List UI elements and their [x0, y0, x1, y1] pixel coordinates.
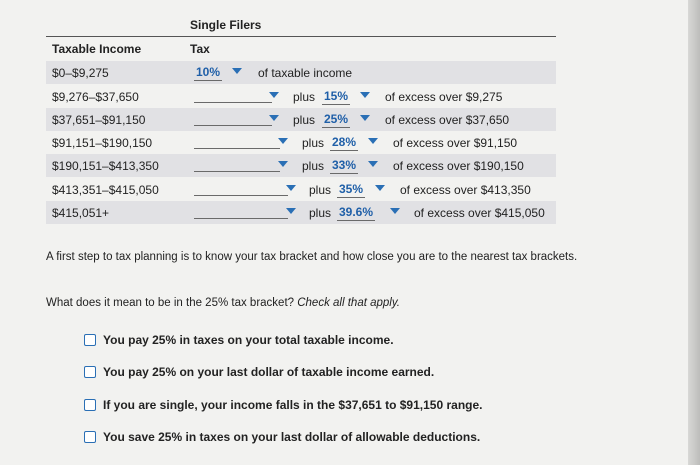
header-divider	[46, 36, 556, 37]
tax-description: of excess over $190,150	[393, 159, 524, 173]
chevron-down-icon[interactable]	[286, 185, 296, 191]
income-range: $9,276–$37,650	[52, 90, 139, 104]
table-row	[46, 131, 556, 154]
plus-label: plus	[293, 113, 316, 127]
base-tax-dropdown[interactable]	[194, 102, 272, 103]
chevron-down-icon[interactable]	[368, 161, 378, 167]
income-range: $413,351–$415,050	[52, 183, 159, 197]
table-row	[46, 108, 556, 131]
option-label: You pay 25% in taxes on your total taxable income.	[103, 333, 394, 347]
plus-label: plus	[309, 183, 332, 197]
checkbox[interactable]	[84, 334, 96, 346]
tax-description: of excess over $91,150	[393, 136, 518, 150]
income-range: $37,651–$91,150	[52, 113, 146, 127]
option-label: If you are single, your income falls in the $37,651 to $91,150 range.	[103, 398, 483, 412]
rate-dropdown[interactable]: 10%	[196, 65, 221, 79]
chevron-down-icon[interactable]	[269, 92, 279, 98]
intro-text: A first step to tax planning is to know your tax bracket and how close you are to the nearest tax brackets.	[46, 251, 578, 263]
chevron-down-icon[interactable]	[368, 138, 378, 144]
rate-dropdown[interactable]: 28%	[332, 135, 357, 149]
checkbox[interactable]	[84, 431, 96, 443]
tax-description: of excess over $37,650	[385, 113, 510, 127]
chevron-down-icon[interactable]	[232, 68, 242, 74]
plus-label: plus	[309, 206, 332, 220]
table-row	[46, 61, 556, 84]
rate-dropdown[interactable]: 25%	[324, 112, 349, 126]
plus-label: plus	[302, 159, 325, 173]
plus-label: plus	[302, 136, 325, 150]
income-range: $0–$9,275	[52, 66, 109, 80]
chevron-down-icon[interactable]	[375, 185, 385, 191]
plus-label: plus	[293, 90, 316, 104]
question-instruction: Check all that apply.	[297, 297, 400, 309]
base-tax-dropdown[interactable]	[194, 195, 288, 196]
chevron-down-icon[interactable]	[278, 161, 288, 167]
option-total-income[interactable]	[84, 333, 394, 347]
tax-description: of taxable income	[258, 66, 353, 80]
checkbox[interactable]	[84, 399, 96, 411]
table-row	[46, 85, 556, 108]
chevron-down-icon[interactable]	[278, 138, 288, 144]
option-deductions[interactable]	[84, 430, 480, 444]
taxable-income-header: Taxable Income	[52, 42, 142, 56]
base-tax-dropdown[interactable]	[194, 171, 280, 172]
income-range: $415,051+	[52, 206, 110, 220]
base-tax-dropdown[interactable]	[194, 125, 272, 126]
income-range: $91,151–$190,150	[52, 136, 153, 150]
question-prompt: What does it mean to be in the 25% tax bracket?	[46, 297, 295, 309]
chevron-down-icon[interactable]	[286, 208, 296, 214]
option-last-dollar[interactable]	[84, 365, 434, 379]
base-tax-dropdown[interactable]	[194, 218, 288, 219]
rate-dropdown[interactable]: 35%	[339, 182, 364, 196]
tax-description: of excess over $413,350	[400, 183, 531, 197]
checkbox[interactable]	[84, 366, 96, 378]
rate-dropdown[interactable]: 39.6%	[339, 205, 374, 219]
single-filers-header: Single Filers	[190, 18, 262, 32]
income-range: $190,151–$413,350	[52, 159, 159, 173]
base-tax-dropdown[interactable]	[194, 148, 280, 149]
question-text	[46, 297, 400, 309]
rate-dropdown[interactable]: 33%	[332, 158, 357, 172]
chevron-down-icon[interactable]	[360, 92, 370, 98]
chevron-down-icon[interactable]	[390, 208, 400, 214]
chevron-down-icon[interactable]	[360, 115, 370, 121]
chevron-down-icon[interactable]	[269, 115, 279, 121]
option-label: You save 25% in taxes on your last dollar of allowable deductions.	[103, 430, 481, 444]
table-row	[46, 154, 556, 177]
option-label: You pay 25% on your last dollar of taxable income earned.	[103, 365, 435, 379]
rate-dropdown[interactable]: 15%	[324, 89, 349, 103]
table-row	[46, 178, 556, 201]
option-income-range[interactable]	[84, 398, 482, 412]
table-row	[46, 201, 556, 224]
screen-edge	[688, 0, 700, 465]
tax-description: of excess over $9,275	[385, 90, 503, 104]
tax-header: Tax	[190, 42, 210, 56]
tax-description: of excess over $415,050	[414, 206, 545, 220]
